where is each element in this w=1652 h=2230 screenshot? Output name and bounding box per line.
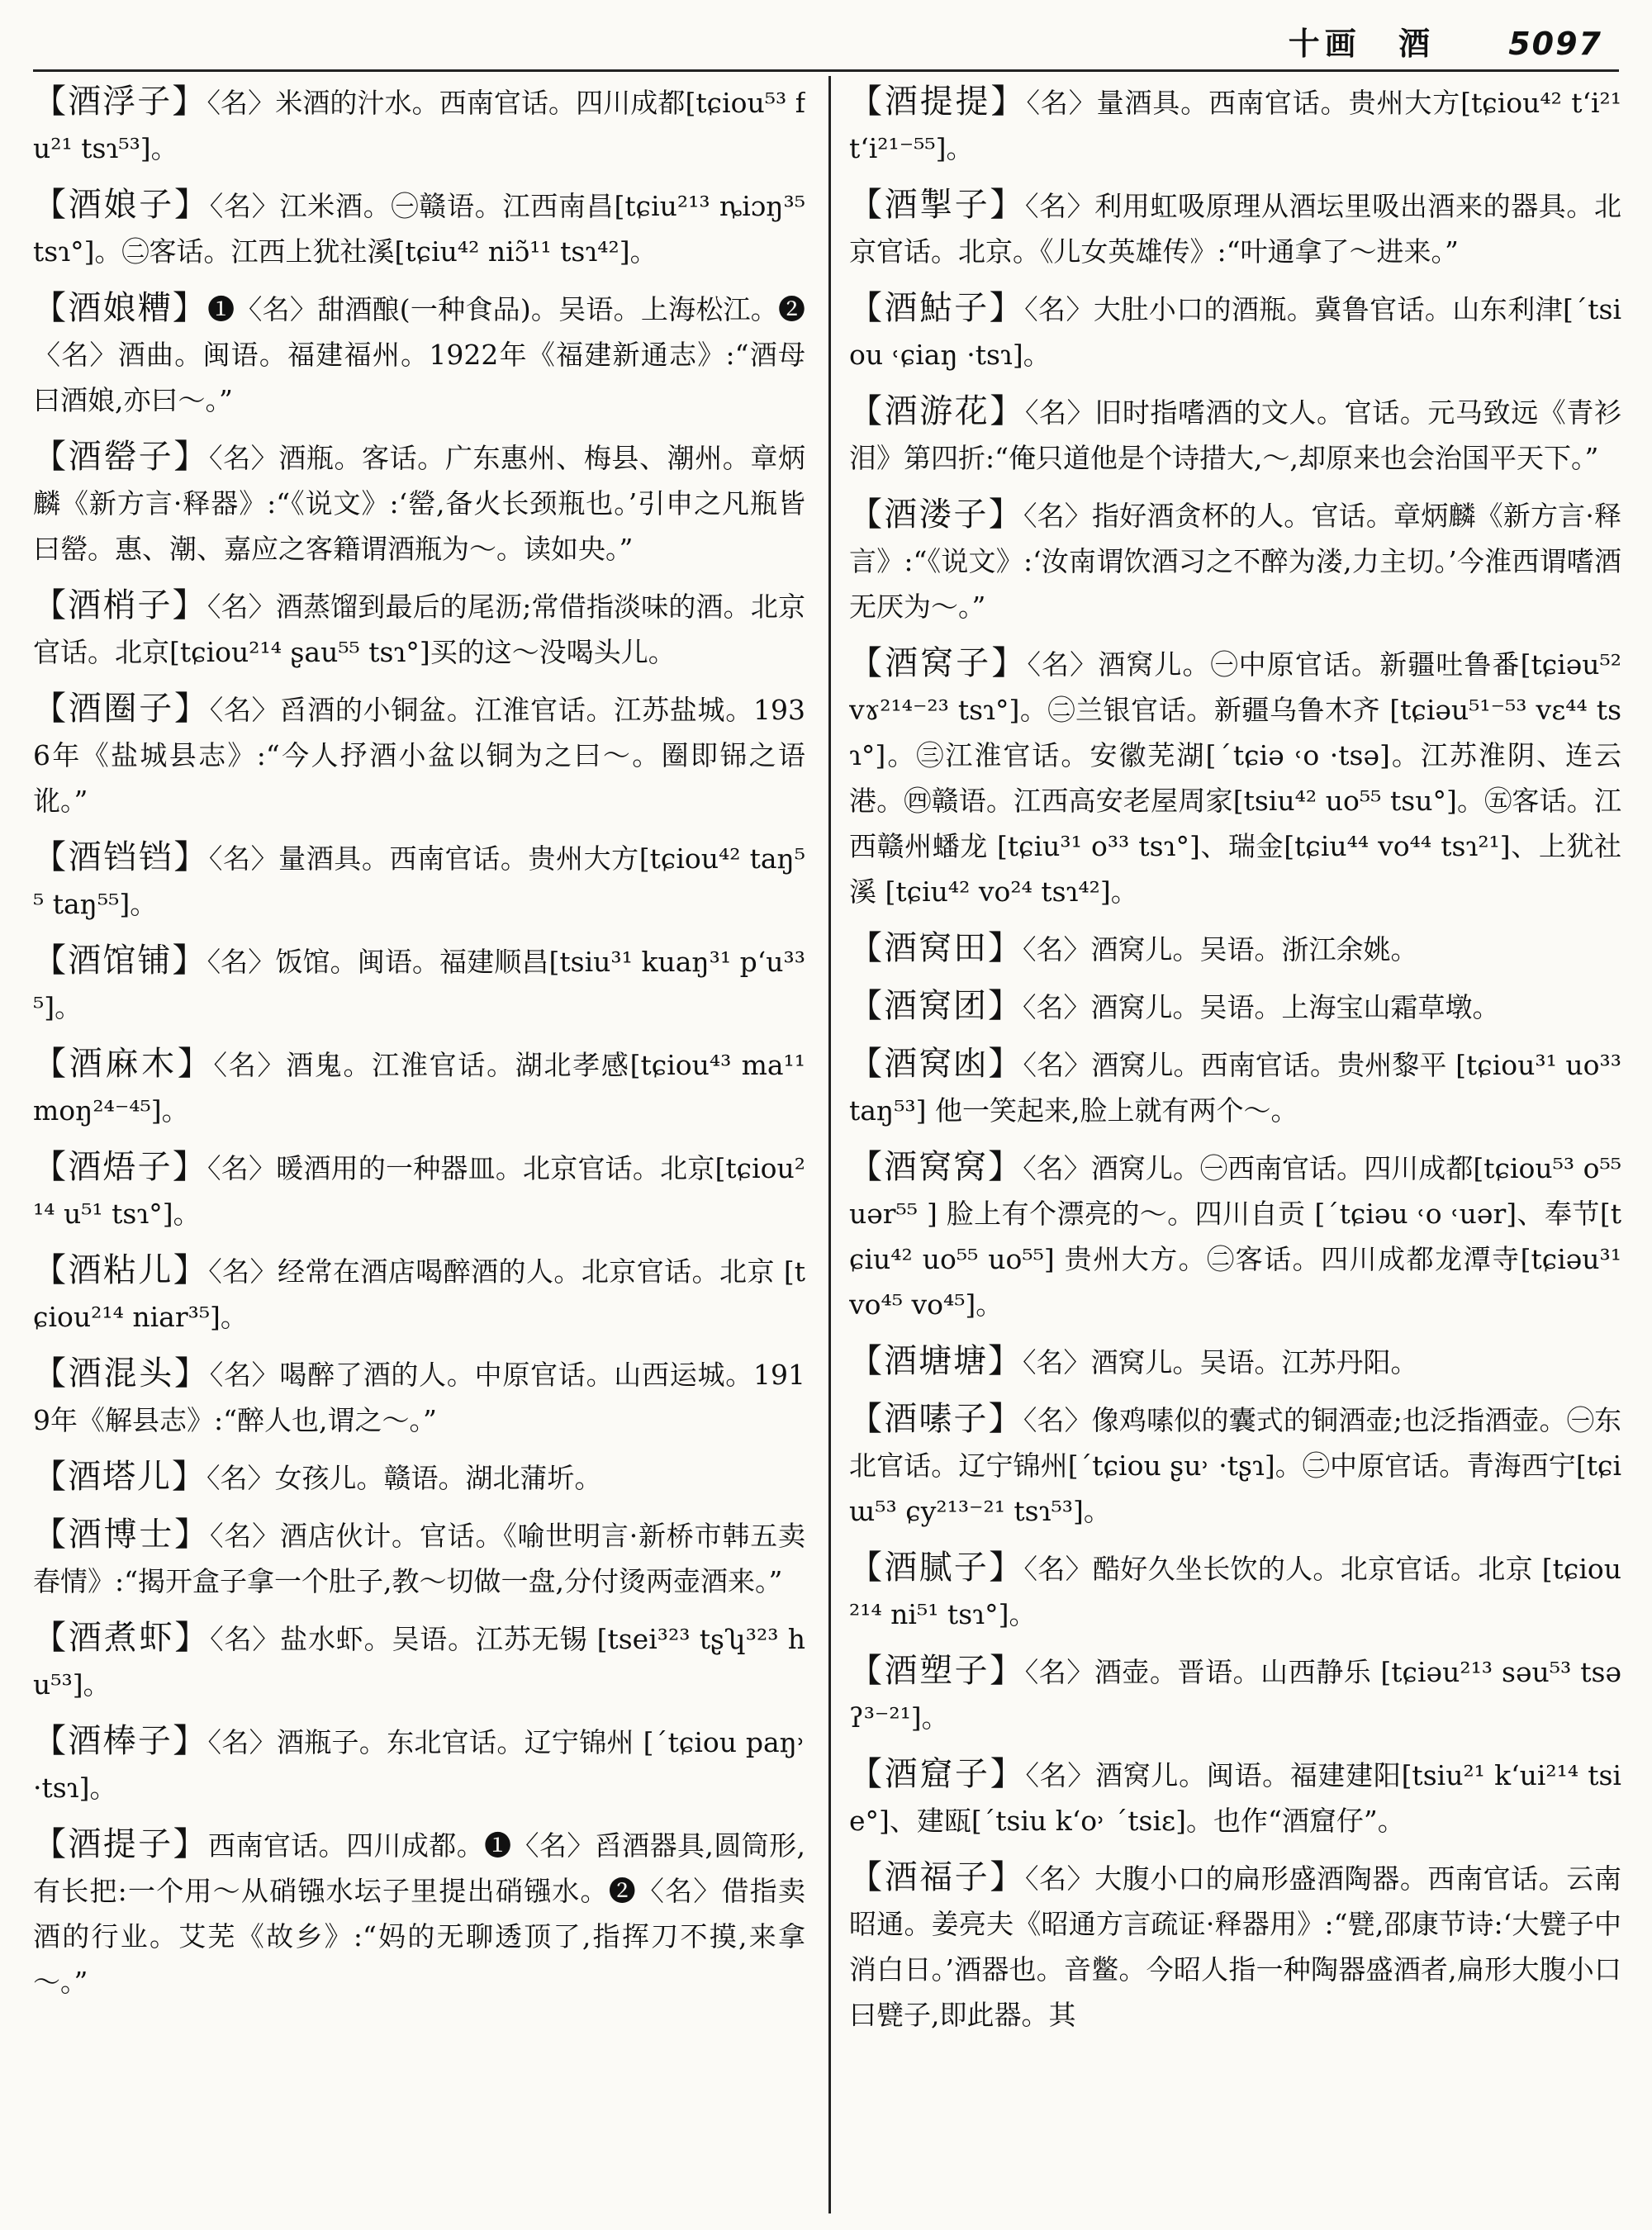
entry-headword: 【酒嗉子】: [849, 1400, 1023, 1438]
dictionary-entry: [33, 938, 805, 1030]
entry-body: 〈名〉酒瓶子。东北官话。辽宁锦州 [ˊtɕiou paŋ˒ ·tsɿ]。: [33, 1726, 805, 1804]
entry-headword: 【酒掣子】: [849, 186, 1025, 224]
dictionary-entry: [33, 434, 805, 572]
dictionary-entry: [33, 1512, 805, 1604]
entry-headword: 【酒溇子】: [849, 496, 1023, 534]
entry-body: ❶〈名〉甜酒酿(一种食品)。吴语。上海松江。❷〈名〉酒曲。闽语。福建福州。1922年《福建新通志》:“酒母曰酒娘,亦曰～。”: [33, 293, 805, 416]
entry-headword: 【酒焐子】: [33, 1148, 208, 1186]
entry-body: 〈名〉酒鬼。江淮官话。湖北孝感[tɕiou⁴³ ma¹¹ moŋ²⁴⁻⁴⁵]。: [33, 1049, 805, 1127]
entry-body: 〈名〉饭馆。闽语。福建顺昌[tsiu³¹ kuaŋ³¹ p‘u³³⁵]。: [33, 946, 805, 1023]
head-character: 酒: [1398, 25, 1435, 62]
entry-headword: 【酒窟子】: [849, 1755, 1026, 1793]
left-column: [33, 79, 805, 2222]
entry-headword: 【酒混头】: [33, 1355, 210, 1393]
entry-body: 〈名〉酒窝儿。㊀西南官话。四川成都[tɕiou⁵³ o⁵⁵ uər⁵⁵ ] 脸上有个漂亮的～。四川自贡 [ˊtɕiəu ˓o ˓uər]、奉节[tɕiu⁴² uo⁵⁵ uo⁵⁵] 贵州大方。㊁客话。四川成都龙潭寺[tɕiəu³¹ vo⁴⁵ vo⁴⁵]。: [849, 1152, 1621, 1321]
dictionary-entry: [33, 1616, 805, 1707]
dictionary-entry: [33, 183, 805, 274]
entry-body: 〈名〉酒窝儿。吴语。上海宝山霜草墩。: [1023, 991, 1500, 1023]
dictionary-entry: [33, 686, 805, 823]
entry-body: 〈名〉喝醉了酒的人。中原官话。山西运城。1919年《解县志》:“醉人也,谓之～。”: [33, 1359, 805, 1436]
entry-body: 〈名〉舀酒的小铜盆。江淮官话。江苏盐城。1936年《盐城县志》:“今人抒酒小盆以铜为之曰～。圈即铞之语讹。”: [33, 694, 805, 817]
entry-body: 〈名〉大肚小口的酒瓶。冀鲁官话。山东利津[ˊtsiou ˓ɕiaŋ ·tsɿ]。: [849, 293, 1621, 371]
dictionary-entry: [849, 1855, 1621, 2038]
dictionary-entry: [33, 1351, 805, 1443]
entry-headword: 【酒棒子】: [33, 1722, 208, 1760]
dictionary-entry: [33, 1041, 805, 1133]
entry-body: 〈名〉暖酒用的一种器皿。北京官话。北京[tɕiou²¹⁴ u⁵¹ tsɿ°]。: [33, 1152, 805, 1230]
entry-body: 〈名〉大腹小口的扁形盛酒陶器。西南官话。云南昭通。姜亮夫《昭通方言疏证·释器用》:“甓,邵康节诗:‘大甓子中消白日。’酒器也。音鳖。今昭人指一种陶器盛酒者,扁形大腹小口曰甓子,即此器。其: [849, 1862, 1621, 2031]
entry-headword: 【酒提子】: [33, 1825, 209, 1863]
dictionary-entry: [849, 926, 1621, 972]
running-head: [50, 18, 1602, 68]
entry-body: 〈名〉酒壶。晋语。山西静乐 [tɕiəu²¹³ səu⁵³ tsəʔ³⁻²¹]。: [849, 1656, 1621, 1734]
entry-body: 〈名〉盐水虾。吴语。江苏无锡 [tsei³²³ tʂʮ³²³ hu⁵³]。: [33, 1623, 805, 1701]
entry-headword: 【酒煮虾】: [33, 1619, 211, 1657]
dictionary-entry: [849, 1145, 1621, 1327]
dictionary-entry: [33, 79, 805, 171]
dictionary-entry: [33, 1145, 805, 1236]
entry-headword: 【酒窝团】: [849, 987, 1023, 1025]
entry-headword: 【酒塑子】: [849, 1652, 1025, 1690]
dictionary-entry: [849, 1545, 1621, 1637]
entry-headword: 【酒梢子】: [33, 586, 207, 624]
entry-headword: 【酒娘糟】: [33, 289, 208, 327]
entry-headword: 【酒麻木】: [33, 1045, 214, 1083]
dictionary-entry: [849, 1752, 1621, 1843]
right-column: [849, 79, 1621, 2222]
dictionary-entry: [849, 79, 1621, 171]
dictionary-entry: [849, 1041, 1621, 1133]
dictionary-entry: [849, 183, 1621, 274]
dictionary-entry: [849, 641, 1621, 914]
dictionary-entry: [849, 1649, 1621, 1740]
dictionary-entry: [849, 1397, 1621, 1534]
entry-body: 〈名〉酒店伙计。官话。《喻世明言·新桥市韩五卖春情》:“揭开盒子拿一个肚子,教～切做一盘,分付烫两壶酒来。”: [33, 1520, 805, 1597]
entry-body: 〈名〉旧时指嗜酒的文人。官话。元马致远《青衫泪》第四折:“俺只道他是个诗措大,～,却原来也会治国平天下。”: [849, 396, 1621, 474]
entry-body: 〈名〉利用虹吸原理从酒坛里吸出酒来的器具。北京官话。北京。《儿女英雄传》:“叶通拿了～进来。”: [849, 190, 1621, 268]
entry-headword: 【酒博士】: [33, 1516, 210, 1554]
dictionary-entry: [849, 492, 1621, 629]
dictionary-entry: [33, 286, 805, 423]
dictionary-entry: [849, 389, 1621, 481]
entry-body: 〈名〉酷好久坐长饮的人。北京官话。北京 [tɕiou²¹⁴ ni⁵¹ tsɿ°]。: [849, 1553, 1621, 1630]
entry-body: 〈名〉指好酒贪杯的人。官话。章炳麟《新方言·释言》:“《说文》:‘汝南谓饮酒习之不醉为溇,力主切。’今淮西谓嗜酒无厌为～。”: [849, 500, 1621, 623]
entry-body: 〈名〉酒瓶。客话。广东惠州、梅县、潮州。章炳麟《新方言·释器》:“《说文》:‘罃,备火长颈瓶也。’引申之凡瓶皆曰罃。惠、潮、嘉应之客籍谓酒瓶为～。读如央。”: [33, 442, 805, 565]
dictionary-entry: [33, 1248, 805, 1340]
dictionary-entry: [849, 1339, 1621, 1385]
entry-body: 〈名〉量酒具。西南官话。贵州大方[tɕiou⁴² taŋ⁵⁵ taŋ⁵⁵]。: [33, 842, 805, 920]
entry-body: 〈名〉经常在酒店喝醉酒的人。北京官话。北京 [tɕiou²¹⁴ niar³⁵]。: [33, 1255, 805, 1333]
entry-headword: 【酒娘子】: [33, 186, 210, 224]
entry-headword: 【酒馆铺】: [33, 942, 207, 980]
entry-body: 〈名〉酒窝儿。吴语。江苏丹阳。: [1023, 1346, 1418, 1378]
dictionary-entry: [849, 984, 1621, 1030]
dictionary-entry: [849, 286, 1621, 377]
entry-headword: 【酒圈子】: [33, 690, 210, 728]
entry-headword: 【酒腻子】: [849, 1549, 1024, 1587]
page-number: 5097: [1508, 26, 1602, 62]
entry-body: 〈名〉酒窝儿。闽语。福建建阳[tsiu²¹ k‘ui²¹⁴ tsie°]、建瓯[ˊtsiu k‘o˒ ˊtsiɛ]。也作“酒窟仔”。: [849, 1759, 1621, 1837]
dictionary-entry: [33, 1454, 805, 1501]
entry-headword: 【酒游花】: [849, 392, 1025, 430]
dictionary-entry: [33, 1822, 805, 2005]
column-divider: [828, 76, 831, 2213]
entry-body: 〈名〉酒蒸馏到最后的尾沥;常借指淡味的酒。北京官话。北京[tɕiou²¹⁴ ʂau⁵⁵ tsɿ°]买的这～没喝头儿。: [33, 591, 805, 668]
entry-body: 〈名〉酒窝儿。吴语。浙江余姚。: [1023, 933, 1418, 966]
entry-headword: 【酒鮕子】: [849, 289, 1025, 327]
entry-headword: 【酒罃子】: [33, 438, 209, 476]
entry-body: 〈名〉米酒的汁水。西南官话。四川成都[tɕiou⁵³ fu²¹ tsɿ⁵³]。: [33, 87, 805, 164]
entry-headword: 【酒粘儿】: [33, 1251, 209, 1289]
section-label: 十画: [1288, 25, 1361, 62]
entry-body: 〈名〉像鸡嗉似的囊式的铜酒壶;也泛指酒壶。㊀东北官话。辽宁锦州[ˊtɕiou ʂu˒ ·tʂɿ]。㊁中原官话。青海西宁[tɕiɯ⁵³ ɕy²¹³⁻²¹ tsɿ⁵³]。: [849, 1404, 1621, 1527]
entry-body: 〈名〉量酒具。西南官话。贵州大方[tɕiou⁴² t‘i²¹ t‘i²¹⁻⁵⁵]。: [849, 87, 1621, 164]
entry-headword: 【酒塘塘】: [849, 1342, 1023, 1380]
entry-body: 〈名〉酒窝儿。㊀中原官话。新疆吐鲁番[tɕiəu⁵² vɤ²¹⁴⁻²³ tsɿ°]。㊁兰银官话。新疆乌鲁木齐 [tɕiəu⁵¹⁻⁵³ vɛ⁴⁴ tsɿ°]。㊂江淮官话。安徽芜湖[ˊtɕiə ˓o ·tsə]。江苏淮阴、连云港。㊃赣语。江西高安老屋周家[tsiu⁴² uo⁵⁵ tsu°]。㊄客话。江西赣州蟠龙 [tɕiu³¹ o³³ tsɿ°]、瑞金[tɕiu⁴⁴ vo⁴⁴ tsɿ²¹]、上犹社溪 [tɕiu⁴² vo²⁴ tsɿ⁴²]。: [849, 648, 1621, 908]
entry-body: 〈名〉江米酒。㊀赣语。江西南昌[tɕiu²¹³ ȵiɔŋ³⁵ tsɿ°]。㊁客话。江西上犹社溪[tɕiu⁴² niɔ̃¹¹ tsɿ⁴²]。: [33, 190, 805, 268]
entry-headword: 【酒窝凼】: [849, 1045, 1023, 1083]
dictionary-entry: [33, 583, 805, 675]
dictionary-entry: [33, 835, 805, 927]
entry-body: 西南官话。四川成都。❶〈名〉舀酒器具,圆筒形,有长把:一个用～从硝镪水坛子里提出硝镪水。❷〈名〉借指卖酒的行业。艾芜《故乡》:“妈的无聊透顶了,指挥刀不摸,来拿～。”: [33, 1829, 805, 1998]
entry-headword: 【酒窝窝】: [849, 1148, 1023, 1186]
entry-body: 〈名〉女孩儿。赣语。湖北蒲圻。: [206, 1462, 602, 1494]
entry-headword: 【酒铛铛】: [33, 838, 209, 876]
entry-headword: 【酒提提】: [849, 83, 1027, 121]
entry-body: 〈名〉酒窝儿。西南官话。贵州黎平 [tɕiou³¹ uo³³ taŋ⁵³] 他一笑起来,脸上就有两个～。: [849, 1049, 1621, 1127]
entry-headword: 【酒福子】: [849, 1858, 1025, 1896]
entry-headword: 【酒浮子】: [33, 83, 207, 121]
dictionary-entry: [33, 1719, 805, 1810]
entry-headword: 【酒窝子】: [849, 644, 1028, 682]
entry-headword: 【酒塔儿】: [33, 1458, 206, 1496]
entry-headword: 【酒窝田】: [849, 929, 1023, 967]
header-rule: [33, 69, 1619, 72]
